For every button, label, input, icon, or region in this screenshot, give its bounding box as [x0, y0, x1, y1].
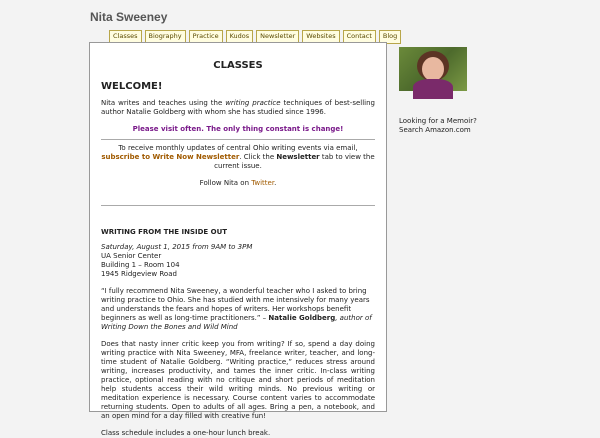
- class-description: Does that nasty inner critic keep you from writing? If so, spend a day doing writing practice with Nita Sweeney, MFA, freelance writer, teacher, and long-time student of Natalie Goldberg. “Writing practice,” reduces stress around writing, increases productivity, and tames the inner critic. In-class writing practice, optional reading with no critique and short periods of meditation help students access their wild writing minds. No previous writing or meditation experience is necessary. Course content varies to accommodate returning students. Open to adults of all ages. Bring a pen, a notebook, and an open mind for a day filled with creative fun!: [101, 340, 375, 420]
- divider: [101, 139, 375, 140]
- class-building: Building 1 – Room 104: [101, 261, 180, 269]
- class-details: [101, 243, 375, 279]
- testimonial: [101, 287, 375, 332]
- intro-paragraph: [101, 99, 375, 117]
- visit-notice: Please visit often. The only thing constant is change!: [132, 125, 344, 133]
- lunch-note: Class schedule includes a one-hour lunch break.: [101, 429, 271, 437]
- quote-author: Natalie Goldberg: [268, 314, 336, 322]
- class-venue: UA Senior Center: [101, 252, 162, 260]
- divider: [101, 205, 375, 206]
- class-address: 1945 Ridgeview Road: [101, 270, 177, 278]
- page-title: CLASSES: [213, 60, 263, 71]
- tab-contact[interactable]: Contact: [343, 30, 376, 44]
- newsletter-paragraph: [101, 144, 375, 171]
- follow-paragraph: [101, 179, 375, 188]
- intro-emphasis: writing practice: [225, 99, 281, 107]
- intro-text-1: Nita writes and teaches using the: [101, 99, 226, 107]
- tab-newsletter[interactable]: Newsletter: [256, 30, 299, 44]
- class-date: Saturday, August 1, 2015 from 9AM to 3PM: [101, 243, 253, 251]
- intro-text-2: techniques of best-selling author Natalie Goldberg with whom she has studied since 1996.: [101, 99, 375, 116]
- sidebar: [399, 47, 499, 135]
- tab-classes[interactable]: Classes: [109, 30, 142, 44]
- follow-text-2: .: [274, 179, 277, 187]
- subscribe-link[interactable]: subscribe to Write Now Newsletter: [101, 153, 240, 161]
- tab-biography[interactable]: Biography: [145, 30, 186, 44]
- quote-text: “I fully recommend Nita Sweeney, a wonderful teacher who I asked to bring writing practice to Ohio. She has studied with me intensively for many years and understands the fears and hopes of writers. Her workshops benefit beginners as well as long-time practitioners.” –: [101, 287, 370, 322]
- quote-source: , author of Writing Down the Bones and Wild Mind: [101, 314, 372, 331]
- tab-kudos[interactable]: Kudos: [226, 30, 254, 44]
- author-photo: [399, 47, 467, 91]
- memoir-promo[interactable]: [399, 117, 499, 135]
- main-content: [89, 42, 387, 437]
- site-title[interactable]: Nita Sweeney: [90, 10, 168, 24]
- twitter-link[interactable]: Twitter: [251, 179, 275, 187]
- follow-text-1: Follow Nita on: [199, 179, 252, 187]
- newsletter-bold: Newsletter: [276, 153, 320, 161]
- photo-face: [422, 57, 444, 81]
- memoir-line-2: Search Amazon.com: [399, 126, 471, 134]
- tab-practice[interactable]: Practice: [189, 30, 223, 44]
- photo-shirt: [413, 79, 453, 99]
- newsletter-text-3: tab to view the current issue.: [214, 153, 375, 170]
- class-title: WRITING FROM THE INSIDE OUT: [101, 228, 228, 236]
- memoir-line-1: Looking for a Memoir?: [399, 117, 477, 125]
- newsletter-text-1: To receive monthly updates of central Ohio writing events via email,: [118, 144, 358, 152]
- tab-websites[interactable]: Websites: [302, 30, 339, 44]
- tab-blog[interactable]: Blog: [379, 30, 401, 44]
- newsletter-text-2: . Click the: [239, 153, 277, 161]
- welcome-heading: WELCOME!: [101, 81, 163, 92]
